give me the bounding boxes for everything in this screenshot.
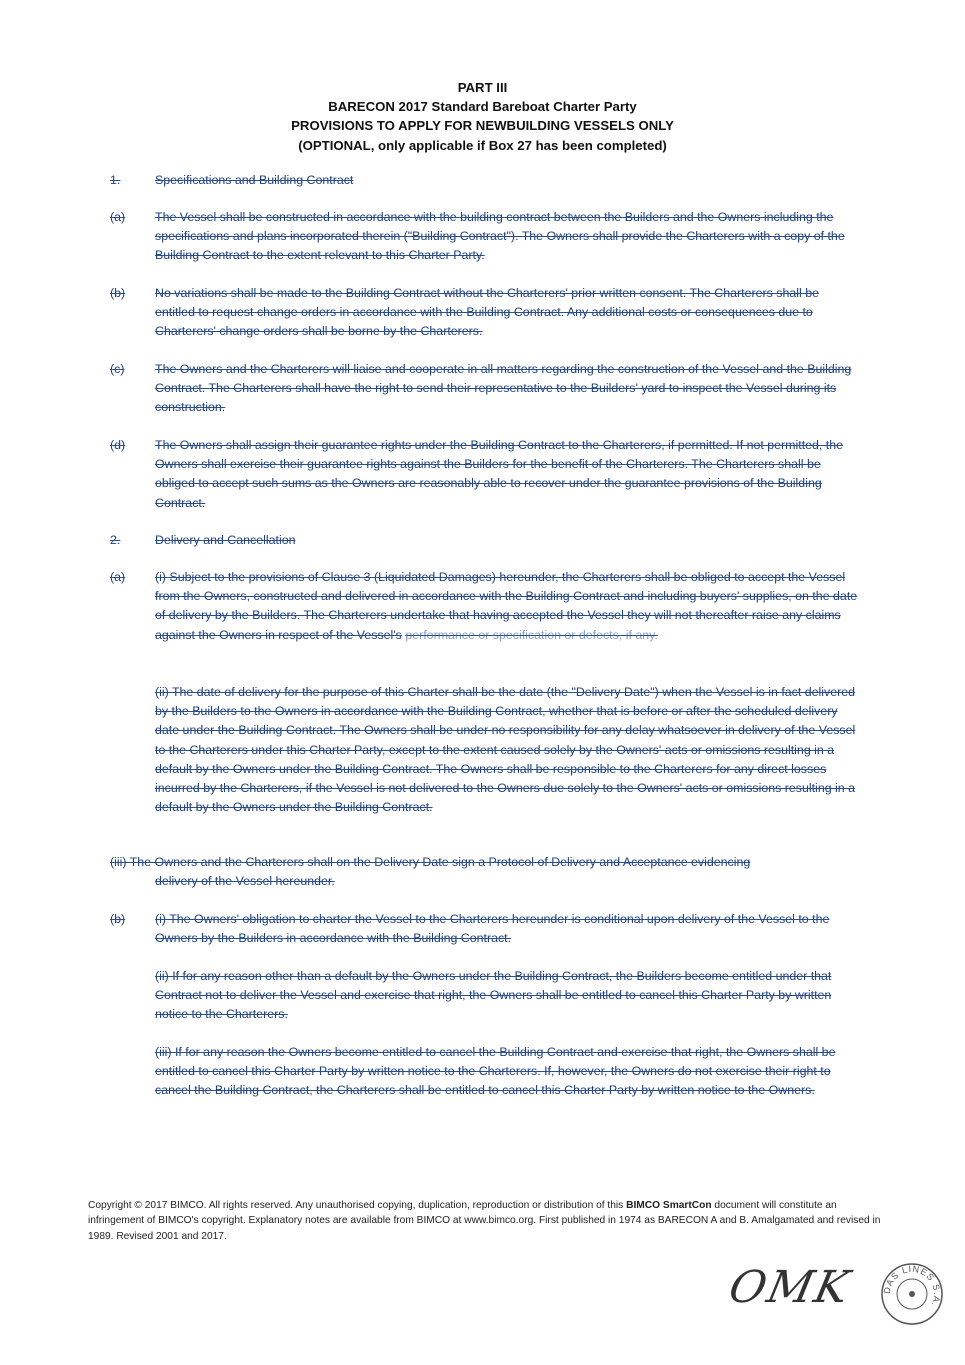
clause-2a-i bbox=[155, 568, 860, 645]
section-2-heading bbox=[0, 531, 965, 551]
clause-1a-text: The Vessel shall be constructed in accordance with the building contract between the Builders and the Owners including the specifications and plans incorporated therein ("Building Contract"). The Owners shall provide the Charterers with a copy of the Building Contract to the extent relevant to this Charter Party. bbox=[155, 210, 845, 263]
section-1-heading bbox=[0, 171, 965, 191]
clause-2a-iii bbox=[110, 853, 860, 891]
clause-1c-label: (c) bbox=[110, 362, 125, 376]
section-1-title: Specifications and Building Contract bbox=[155, 173, 354, 187]
clause-1d-label: (d) bbox=[110, 438, 126, 452]
section-2-number: 2. bbox=[110, 533, 121, 547]
clause-2b-label: (b) bbox=[110, 912, 126, 926]
clause-1b-label: (b) bbox=[110, 286, 126, 300]
clause-2b-iii: (iii) If for any reason the Owners become entitled to cancel the Building Contract and exercise that right, the Owners shall be entitled to cancel this Charter Party by written notice to the Charterers. If, however, the Owners do not exercise their right to cancel the Building Contract, the Charterers shall be entitled to cancel this Charter Party by written notice to the Owners. bbox=[155, 1045, 836, 1098]
copyright-brand: BIMCO SmartCon bbox=[626, 1200, 712, 1211]
clause-2a-i-tail: performance or specification or defects, if any. bbox=[405, 627, 658, 642]
clause-1c-text: The Owners and the Charterers will liaise and cooperate in all matters regarding the construction of the Vessel and the Building Contract. The Charterers shall have the right to send their representative to the Builders' yard to inspect the Vessel during its construction. bbox=[155, 362, 852, 415]
clause-2a-ii: (ii) The date of delivery for the purpose of this Charter shall be the date (the "Delivery Date") when the Vessel is in fact delivered by the Builders to the Owners in accordance with the Building Contract, whether that is before or after the scheduled delivery date under the Building Contract. The Owners shall be under no responsibility for any delay whatsoever in delivery of the Vessel to the Charterers under this Charter Party, except to the extent caused solely by the Owners' acts or omissions resulting in a default by the Owners under the Building Contract. The Owners shall be responsible to the Charterers for any direct losses incurred by the Charterers, if the Vessel is not delivered to the Owners due solely to the Owners' acts or omissions resulting in a default by the Owners under the Building Contract. bbox=[155, 685, 856, 815]
document-heading bbox=[0, 78, 965, 155]
clause-1d-text: The Owners shall assign their guarantee rights under the Building Contract to the Charterers, if permitted. If not permitted, the Owners shall exercise their guarantee rights against the Builders for the benefit of the Charterers. The Charterers shall be obliged to accept such sums as the Owners are reasonably able to recover under the guarantee provisions of the Building Contract. bbox=[155, 438, 844, 510]
clause-2a-label: (a) bbox=[110, 570, 126, 584]
clause-2a-iii-continuation: delivery of the Vessel hereunder. bbox=[155, 874, 335, 889]
copyright-text-start: Copyright © 2017 BIMCO. All rights reserved. Any unauthorised copying, duplication, reproduction or distribution of this bbox=[88, 1200, 627, 1211]
document-subtitle: PROVISIONS TO APPLY FOR NEWBUILDING VESSELS ONLY bbox=[291, 118, 674, 134]
clause-2b-i: (i) The Owners' obligation to charter the Vessel to the Charterers hereunder is conditional upon delivery of the Vessel to the Owners by the Builders in accordance with the Building Contract. bbox=[155, 912, 830, 946]
document-title: BARECON 2017 Standard Bareboat Charter Party bbox=[328, 99, 637, 115]
stamp-text: DAS LINES S.A. bbox=[881, 1263, 943, 1310]
section-1-number: 1. bbox=[110, 173, 121, 187]
clause-2a-i-text: (i) Subject to the provisions of Clause 3 (Liquidated Damages) hereunder, the Charterers shall be obliged to accept the Vessel from the Owners, constructed and delivered in accordance with the Building Contract and including buyers' supplies, on the date of delivery by the Builders. The Charterers undertake that having accepted the Vessel they will not thereafter raise any claims against the Owners in respect of the Vessel's bbox=[155, 570, 858, 642]
company-stamp-icon bbox=[880, 1262, 944, 1326]
document-note: (OPTIONAL, only applicable if Box 27 has been completed) bbox=[298, 137, 667, 153]
clause-1a-label: (a) bbox=[110, 210, 126, 224]
part-label: PART III bbox=[457, 80, 508, 95]
initials-signature: OMK bbox=[724, 1262, 856, 1313]
section-2-title: Delivery and Cancellation bbox=[155, 533, 296, 547]
copyright-footer bbox=[88, 1198, 888, 1244]
clause-2a-iii-first-line: (iii) The Owners and the Charterers shall on the Delivery Date sign a Protocol of Delivery and Acceptance evidencing bbox=[110, 855, 751, 869]
copyright-text-end: document will constitute an infringement of BIMCO's copyright. Explanatory notes are available from BIMCO at www.bimco.org. First published in 1974 as BARECON A and B. Amalgamated and revised in 1989. Revised 2001 and 2017. bbox=[88, 1200, 881, 1242]
clause-1b-text: No variations shall be made to the Building Contract without the Charterers' prior written consent. The Charterers shall be entitled to request change orders in accordance with the Building Contract. Any additional costs or consequences due to Charterers' change orders shall be borne by the Charterers. bbox=[155, 286, 819, 339]
clause-2b-ii: (ii) If for any reason other than a default by the Owners under the Building Contract, the Builders become entitled under that Contract not to deliver the Vessel and exercise that right, the Owners shall be entitled to cancel this Charter Party by written notice to the Charterers. bbox=[155, 969, 832, 1022]
svg-text:DAS LINES S.A. bbox=[882, 1264, 942, 1309]
